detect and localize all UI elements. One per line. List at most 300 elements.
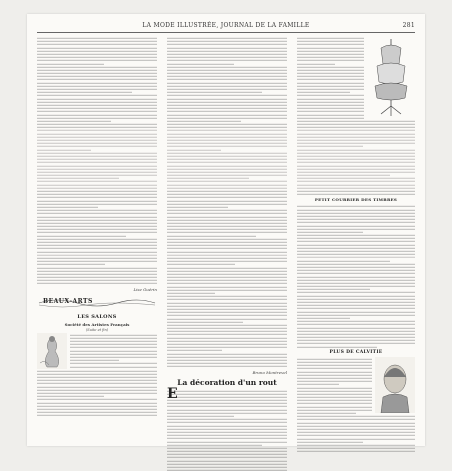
text-line (297, 180, 415, 182)
text-line (167, 171, 287, 173)
text-line (37, 53, 157, 55)
salon-subtitle: Société des Artistes Français (37, 322, 157, 327)
text-line (37, 209, 157, 211)
text-line (37, 142, 157, 144)
text-line (167, 222, 287, 224)
text-line (37, 379, 157, 381)
text-line (167, 405, 287, 407)
text-line (297, 412, 356, 414)
text-line (167, 298, 287, 300)
text-line (297, 211, 415, 213)
article-dropcap: E (167, 389, 178, 400)
text-line (297, 167, 415, 169)
text-line (167, 324, 287, 326)
text-line (167, 320, 243, 322)
text-line (297, 317, 350, 319)
text-line (37, 408, 157, 410)
text-line (297, 383, 339, 385)
dress-form-illustration (367, 36, 415, 118)
column-3-top (297, 36, 415, 119)
text-line (167, 196, 287, 198)
text-line (167, 37, 287, 39)
text-line (297, 240, 415, 242)
text-line (167, 424, 287, 426)
text-line (37, 404, 157, 406)
text-line (297, 253, 415, 255)
text-line (37, 167, 157, 169)
text-line (37, 225, 157, 227)
text-line (37, 94, 157, 96)
text-line (297, 88, 364, 90)
text-line (37, 139, 157, 141)
text-line (297, 116, 364, 118)
text-line (37, 244, 157, 246)
text-line (297, 91, 350, 93)
text-line (37, 113, 157, 115)
text-line (167, 308, 287, 310)
text-line (297, 402, 372, 404)
salon-illustration-block (37, 333, 157, 369)
text-line (167, 84, 287, 86)
text-line (297, 431, 415, 433)
text-line (297, 342, 415, 344)
text-line (167, 225, 287, 227)
text-line (37, 253, 157, 255)
text-line (297, 297, 415, 299)
text-line (37, 269, 157, 271)
text-line (297, 266, 415, 268)
text-line (167, 69, 287, 71)
text-line (70, 346, 157, 348)
text-line (167, 209, 287, 211)
text-line (37, 116, 157, 118)
text-line (37, 186, 157, 188)
article-body-text (167, 389, 287, 471)
text-line (297, 221, 415, 223)
text-line (70, 362, 157, 364)
text-line (37, 75, 157, 77)
text-line (167, 81, 287, 83)
text-line (37, 104, 157, 106)
text-line (297, 171, 415, 173)
text-line (297, 190, 415, 192)
text-line (167, 402, 287, 404)
text-line (167, 304, 287, 306)
text-line (70, 333, 157, 335)
text-line (297, 345, 377, 347)
text-line (167, 427, 287, 429)
text-line (297, 415, 415, 417)
salon-note: (Suite et fin) (37, 328, 157, 332)
text-line (167, 418, 287, 420)
text-line (37, 392, 157, 394)
text-line (297, 269, 415, 271)
text-line (37, 276, 157, 278)
text-line (37, 100, 157, 102)
text-line (37, 69, 157, 71)
text-line (297, 40, 364, 42)
text-line (297, 278, 415, 280)
text-line (297, 123, 415, 125)
text-line (167, 88, 287, 90)
text-line (297, 434, 415, 436)
text-line (297, 301, 415, 303)
newspaper-page (27, 14, 425, 446)
text-line (167, 116, 287, 118)
text-line (297, 386, 372, 388)
text-line (167, 56, 287, 58)
text-line (167, 330, 287, 332)
text-line (167, 355, 287, 357)
text-line (167, 97, 287, 99)
text-line (167, 183, 287, 185)
text-line (297, 155, 415, 157)
text-line (167, 212, 287, 214)
text-line (37, 171, 157, 173)
text-line (167, 62, 234, 64)
text-line (297, 364, 372, 366)
text-line (37, 263, 105, 265)
text-line (37, 59, 157, 61)
text-line (167, 135, 287, 137)
text-line (297, 158, 415, 160)
text-line (37, 218, 157, 220)
header-rule (37, 32, 415, 33)
text-line (297, 227, 415, 229)
text-line (37, 202, 157, 204)
text-line (167, 443, 262, 445)
text-line (70, 359, 119, 361)
text-line (37, 193, 157, 195)
text-line (37, 84, 157, 86)
text-line (297, 313, 415, 315)
text-line (297, 377, 372, 379)
text-line (167, 365, 287, 367)
text-line (167, 362, 287, 364)
text-line (37, 385, 157, 387)
column-3-body-text (297, 36, 364, 119)
text-line (297, 126, 415, 128)
text-line (37, 388, 157, 390)
text-line (37, 183, 157, 185)
text-line (37, 241, 157, 243)
text-line (297, 186, 415, 188)
text-line (167, 244, 287, 246)
text-line (167, 257, 287, 259)
text-line (167, 231, 287, 233)
text-line (297, 361, 372, 363)
text-line (297, 428, 415, 430)
text-line (167, 339, 287, 341)
text-line (297, 164, 415, 166)
text-line (297, 148, 415, 150)
text-line (297, 110, 364, 112)
text-line (167, 314, 287, 316)
text-line (297, 288, 370, 290)
text-line (167, 343, 287, 345)
text-line (167, 164, 287, 166)
text-line (37, 88, 157, 90)
text-line (297, 100, 364, 102)
text-line (167, 202, 287, 204)
text-line (167, 167, 287, 169)
text-line (297, 250, 415, 252)
text-line (167, 396, 287, 398)
text-line (297, 49, 364, 51)
text-line (167, 75, 287, 77)
text-line (167, 453, 287, 455)
text-line (297, 234, 415, 236)
text-line (297, 256, 415, 258)
beaux-arts-banner (37, 295, 157, 311)
text-line (167, 292, 215, 294)
text-line (297, 367, 372, 369)
text-line (167, 282, 287, 284)
text-line (167, 285, 287, 287)
text-line (297, 113, 364, 115)
text-line (297, 246, 415, 248)
text-line (37, 369, 157, 371)
text-line (167, 110, 287, 112)
text-line (37, 135, 157, 137)
text-line (297, 218, 415, 220)
text-line (167, 148, 221, 150)
text-line (297, 259, 390, 261)
text-line (167, 276, 287, 278)
text-line (167, 100, 287, 102)
text-line (167, 155, 287, 157)
text-line (167, 260, 287, 262)
text-line (167, 49, 287, 51)
text-line (37, 81, 157, 83)
hair-title: PLUS DE CALVITIE (297, 350, 415, 355)
text-line (167, 215, 287, 217)
text-line (167, 469, 287, 471)
text-line (297, 396, 372, 398)
text-line (167, 349, 222, 351)
text-line (167, 288, 287, 290)
text-line (297, 285, 415, 287)
text-line (167, 327, 287, 329)
text-line (37, 215, 157, 217)
text-line (37, 222, 157, 224)
text-line (70, 343, 157, 345)
text-line (37, 376, 157, 378)
page-number: 281 (403, 22, 415, 29)
column-2-signature: Bruno Montrevel (167, 370, 287, 375)
text-line (167, 456, 287, 458)
text-line (167, 450, 287, 452)
text-line (167, 346, 287, 348)
text-line (167, 190, 287, 192)
text-line (37, 177, 119, 179)
text-line (37, 155, 157, 157)
text-line (37, 395, 104, 397)
text-line (297, 145, 363, 147)
stamps-title: PETIT COURRIER DES TIMBRES (297, 197, 415, 202)
text-line (37, 37, 157, 39)
text-line (37, 231, 157, 233)
text-line (297, 447, 415, 449)
text-line (167, 247, 287, 249)
text-line (167, 174, 287, 176)
text-line (167, 126, 287, 128)
text-line (37, 78, 157, 80)
text-line (167, 180, 287, 182)
text-line (167, 120, 241, 122)
text-line (297, 437, 415, 439)
text-line (167, 94, 287, 96)
text-line (37, 196, 157, 198)
text-line (297, 326, 415, 328)
text-line (167, 466, 287, 468)
text-line (297, 373, 372, 375)
text-line (297, 272, 415, 274)
text-line (297, 408, 372, 410)
text-line (167, 142, 287, 144)
text-line (37, 247, 157, 249)
text-line (297, 294, 415, 296)
text-line (167, 241, 287, 243)
text-line (297, 177, 415, 179)
text-line (167, 91, 262, 93)
text-line (37, 414, 157, 416)
text-line (297, 262, 415, 264)
text-line (167, 317, 287, 319)
text-line (37, 398, 157, 400)
beaux-arts-label: BEAUX-ARTS (43, 298, 93, 305)
text-line (297, 282, 415, 284)
text-line (297, 424, 415, 426)
text-line (167, 333, 287, 335)
text-line (297, 94, 364, 96)
text-line (167, 421, 287, 423)
text-line (167, 161, 287, 163)
text-line (297, 357, 372, 359)
column-3 (297, 36, 415, 452)
text-line (297, 43, 364, 45)
text-line (37, 411, 157, 413)
text-line (297, 336, 415, 338)
calvitie-portrait-illustration (375, 357, 415, 413)
text-line (37, 110, 157, 112)
journal-title: LA MODE ILLUSTRÉE, JOURNAL DE LA FAMILLE (142, 22, 309, 29)
text-line (37, 212, 157, 214)
text-line (167, 65, 287, 67)
text-line (297, 72, 364, 74)
column-1-signature: Lise Guérin (37, 287, 157, 292)
text-line (167, 59, 287, 61)
text-line (167, 415, 234, 417)
text-line (297, 444, 415, 446)
text-line (37, 273, 157, 275)
text-line (297, 37, 364, 39)
text-line (297, 399, 372, 401)
text-line (37, 206, 98, 208)
text-line (297, 142, 415, 144)
text-line (37, 148, 91, 150)
text-line (297, 65, 364, 67)
text-line (297, 193, 415, 195)
text-line (37, 174, 157, 176)
text-line (297, 183, 415, 185)
text-line (167, 151, 287, 153)
text-line (37, 279, 157, 281)
text-line (297, 53, 364, 55)
text-line (297, 208, 415, 210)
text-line (167, 40, 287, 42)
text-line (37, 65, 157, 67)
text-line (297, 231, 363, 233)
text-line (167, 273, 287, 275)
text-line (37, 401, 157, 403)
text-line (70, 365, 157, 367)
text-line (297, 237, 415, 239)
text-line (297, 59, 364, 61)
text-line (297, 370, 372, 372)
text-line (297, 139, 415, 141)
text-line (37, 282, 157, 284)
text-line (167, 311, 287, 313)
text-line (167, 359, 287, 361)
text-line (37, 91, 132, 93)
text-line (167, 437, 287, 439)
text-line (37, 62, 104, 64)
text-line (297, 97, 364, 99)
text-line (37, 158, 157, 160)
text-line (37, 161, 157, 163)
hair-body-text-2 (297, 414, 415, 452)
text-line (37, 382, 157, 384)
text-line (297, 107, 364, 109)
text-line (167, 411, 287, 413)
salon-illustration-side-text (70, 333, 157, 369)
text-line (167, 53, 287, 55)
text-line (297, 46, 364, 48)
text-line (37, 72, 157, 74)
text-line (297, 205, 415, 207)
text-line (167, 158, 287, 160)
text-line (70, 356, 157, 358)
text-line (297, 104, 364, 106)
text-line (167, 72, 287, 74)
text-line (167, 352, 287, 354)
column-1-body-text (37, 36, 157, 285)
text-line (37, 43, 157, 45)
text-line (167, 253, 287, 255)
text-line (297, 421, 415, 423)
column-2 (167, 36, 287, 471)
text-line (37, 151, 157, 153)
text-line (297, 291, 415, 293)
text-line (167, 206, 228, 208)
text-line (297, 81, 364, 83)
text-line (297, 62, 335, 64)
text-line (297, 405, 372, 407)
text-line (167, 218, 287, 220)
stamps-body-text (297, 204, 415, 347)
salon-body-text (37, 369, 157, 417)
text-line (297, 161, 415, 163)
text-line (37, 260, 157, 262)
column-1 (37, 36, 157, 416)
text-line (167, 263, 235, 265)
text-line (37, 180, 157, 182)
text-line (297, 304, 415, 306)
text-line (297, 310, 415, 312)
text-line (167, 399, 287, 401)
text-line (167, 177, 249, 179)
